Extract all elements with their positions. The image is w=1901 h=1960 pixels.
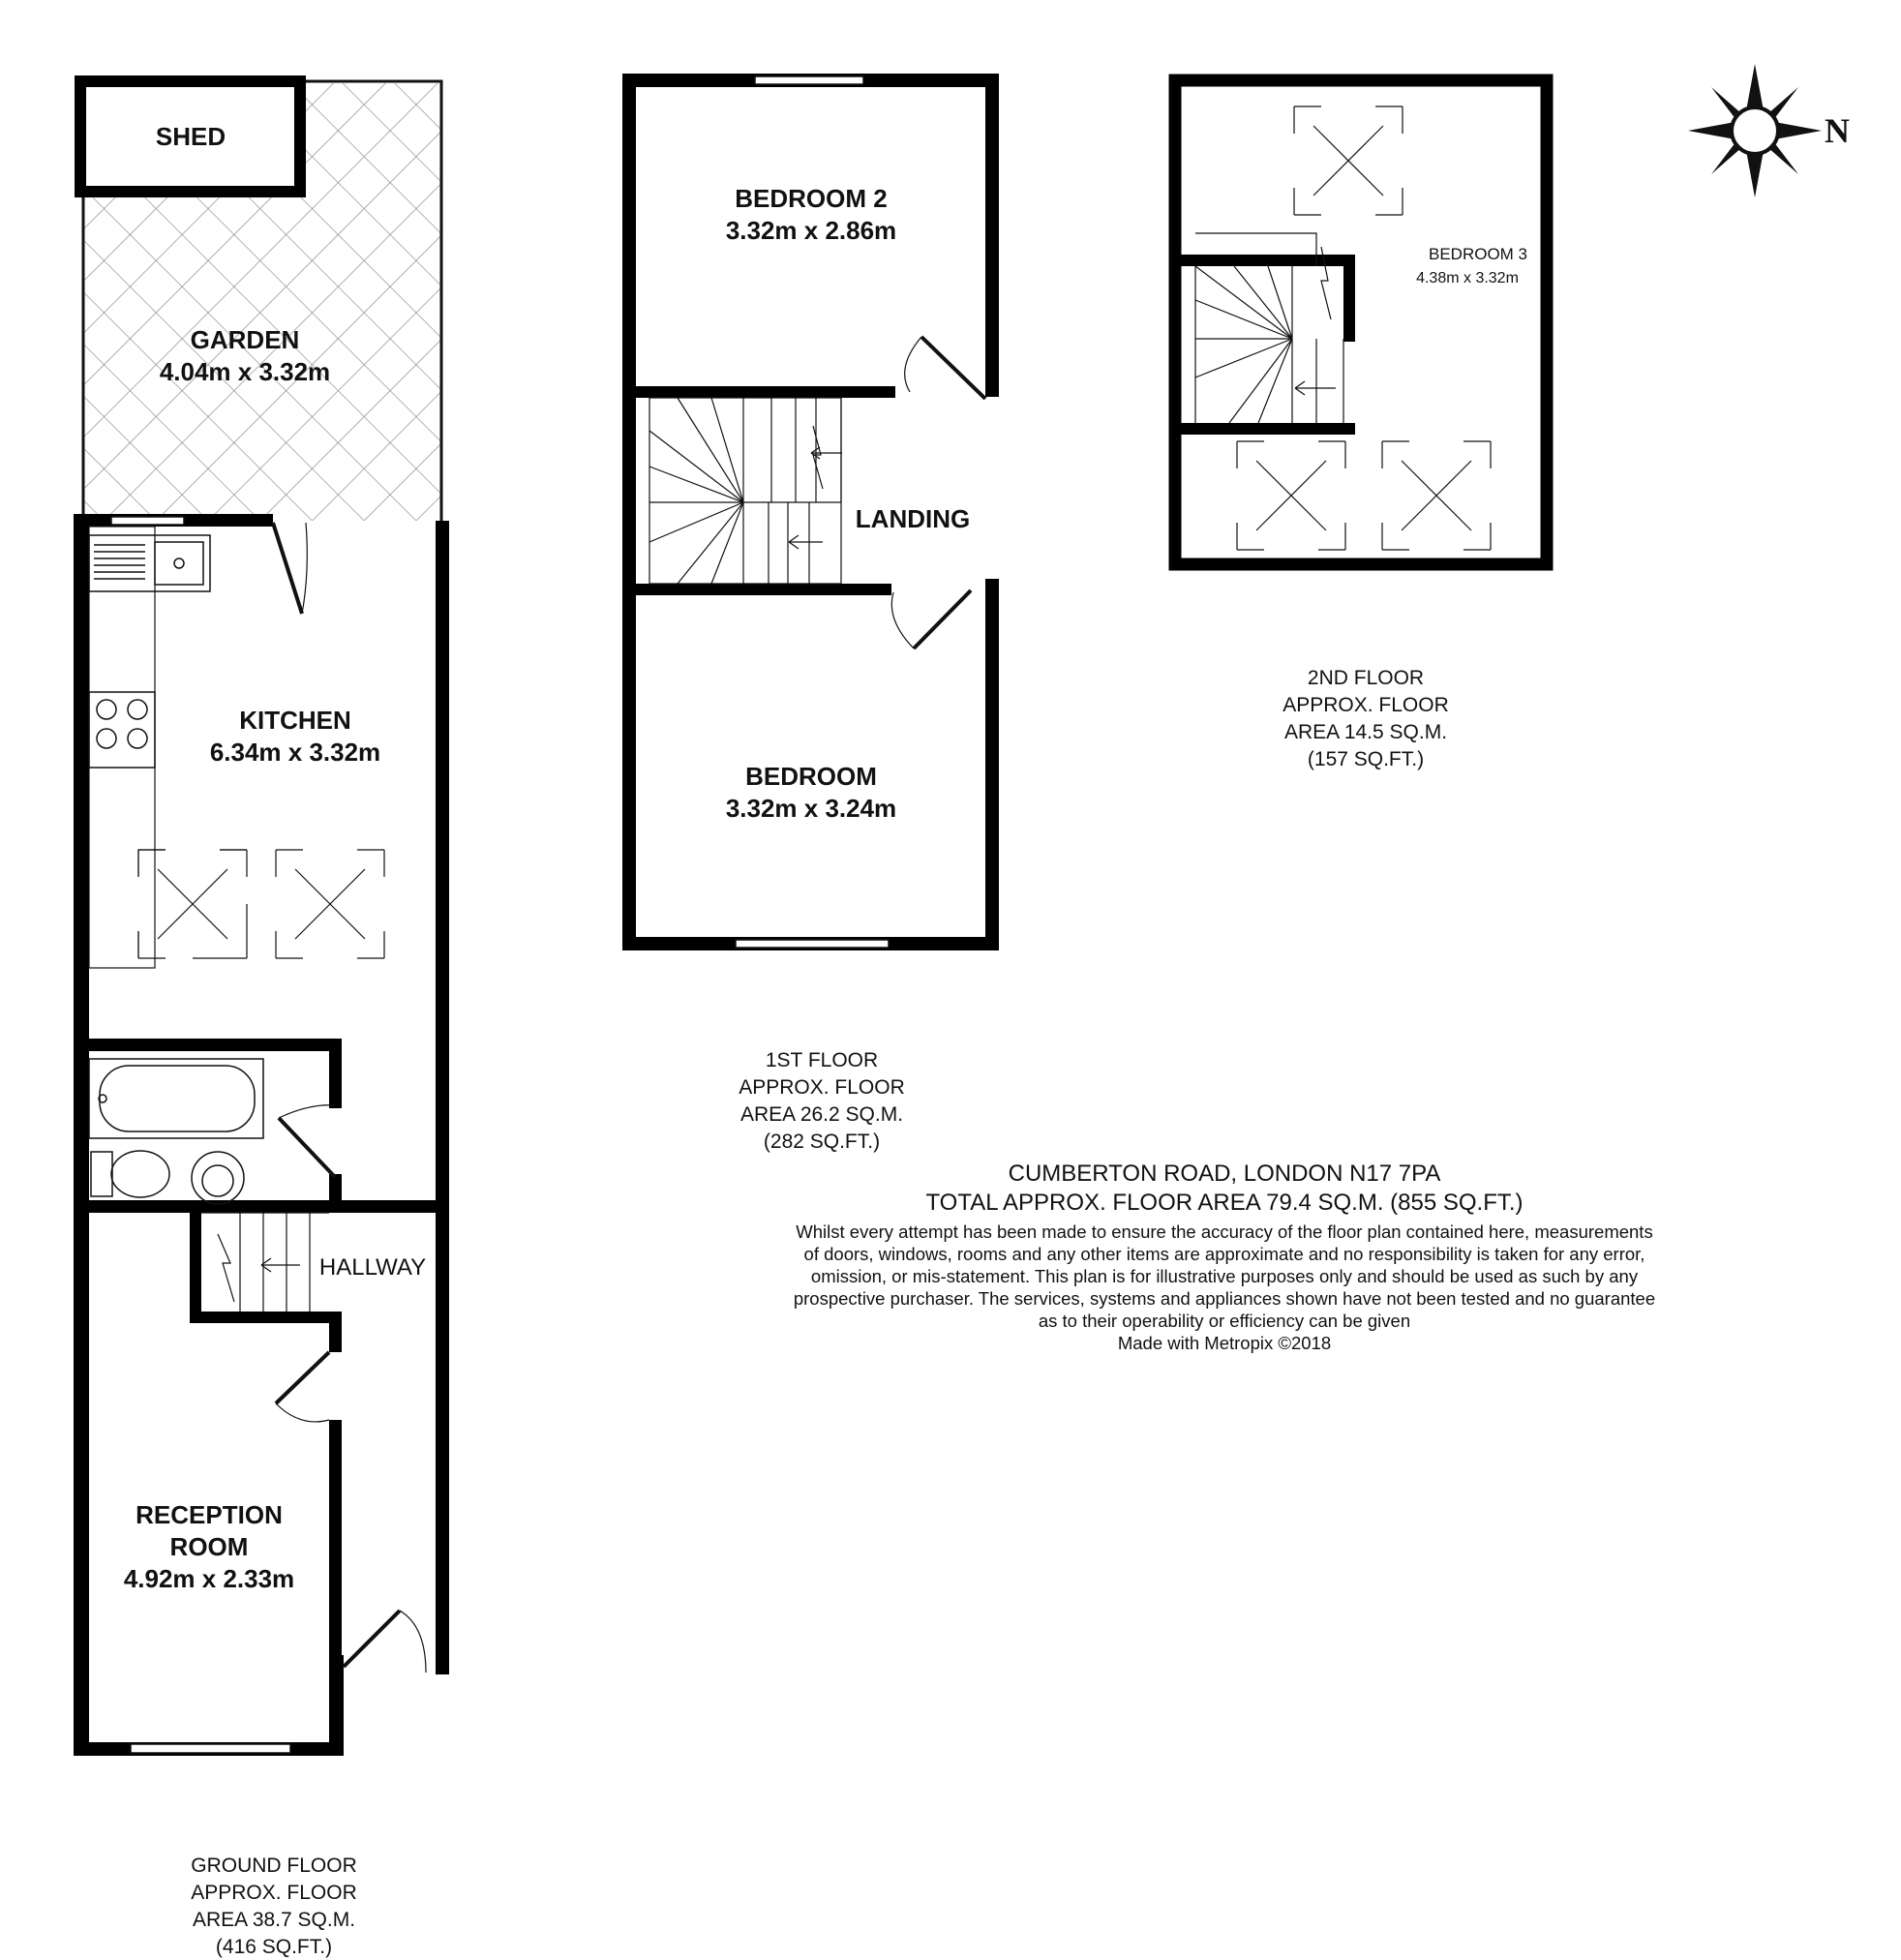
ground-right-wall-upper: [436, 521, 449, 1674]
kitchen-back-door-leaf: [273, 523, 302, 614]
ground-left-wall: [74, 514, 89, 1756]
stair-box-bottom: [190, 1312, 337, 1323]
bedroom2-label: BEDROOM 2: [735, 184, 888, 213]
svg-text:(416 SQ.FT.): (416 SQ.FT.): [215, 1936, 333, 1958]
ff-right-wall-a: [985, 74, 999, 397]
reception-right-wall-c: [329, 1655, 344, 1756]
bedroom2-door-swing: [905, 337, 921, 392]
bedroom2-size: 3.32m x 2.86m: [725, 216, 897, 245]
total-area: TOTAL APPROX. FLOOR AREA 79.4 SQ.M. (855 SQ.FT.): [925, 1190, 1524, 1216]
hob-icon: [89, 692, 155, 768]
bathroom-door-swing: [279, 1105, 335, 1118]
stair-box-left: [190, 1213, 201, 1319]
bedroom-window: [736, 940, 889, 948]
svg-text:(282 SQ.FT.): (282 SQ.FT.): [763, 1131, 881, 1153]
reception-window: [131, 1744, 290, 1753]
ground-floor-plan: [74, 81, 449, 1958]
disclaimer-line: omission, or mis-statement. This plan is for illustrative purposes only and should be used as such by any: [810, 1266, 1639, 1286]
garden-label: GARDEN: [190, 325, 300, 354]
svg-text:GROUND FLOOR: GROUND FLOOR: [191, 1854, 357, 1877]
bathroom-door-leaf: [279, 1118, 335, 1177]
compass-icon: [1688, 64, 1850, 197]
svg-text:2ND FLOOR: 2ND FLOOR: [1307, 667, 1425, 689]
sink-icon: [89, 535, 210, 591]
bathroom-top-wall: [74, 1039, 342, 1051]
address: CUMBERTON ROAD, LONDON N17 7PA: [1008, 1161, 1441, 1187]
plan-summary: [794, 1161, 1655, 1353]
first-floor-stairs: [649, 398, 842, 584]
svg-text:AREA 26.2 SQ.M.: AREA 26.2 SQ.M.: [739, 1103, 904, 1126]
bedroom3-size: 4.38m x 3.32m: [1416, 270, 1519, 286]
skylight-icon: [276, 850, 384, 958]
toilet-icon: [91, 1151, 169, 1197]
svg-text:(157 SQ.FT.): (157 SQ.FT.): [1307, 748, 1425, 770]
bath-icon: [89, 1059, 263, 1138]
second-floor-plan: [1175, 80, 1547, 770]
bedroom-size: 3.32m x 3.24m: [725, 794, 897, 823]
garden-size: 4.04m x 3.32m: [159, 357, 331, 386]
kitchen-worktop: [89, 527, 155, 968]
bedroom3-label: BEDROOM 3: [1428, 245, 1528, 263]
sf-outer-walls: [1175, 80, 1547, 564]
sf-stair-bottom-wall: [1175, 423, 1355, 435]
reception-label-line1: RECEPTION: [136, 1500, 283, 1529]
bedroom2-bottom-wall: [622, 386, 895, 398]
kitchen-window: [111, 517, 184, 525]
landing-label: LANDING: [855, 504, 971, 533]
svg-text:AREA 38.7 SQ.M.: AREA 38.7 SQ.M.: [192, 1909, 356, 1931]
compass-north-letter: N: [1825, 111, 1850, 150]
first-floor-plan: [622, 74, 999, 1153]
bathroom-right-wall-a: [329, 1039, 342, 1108]
disclaimer-line: prospective purchaser. The services, systems and appliances shown have not been tested and no guarantee: [793, 1288, 1656, 1309]
bedroom2-window: [755, 76, 863, 84]
credit: Made with Metropix ©2018: [1117, 1333, 1332, 1353]
front-door-leaf: [344, 1611, 400, 1667]
sf-stair-top-wall: [1175, 255, 1354, 266]
second-floor-area: [1282, 667, 1449, 770]
bedroom-door-swing: [891, 592, 914, 648]
reception-right-wall-a: [329, 1312, 342, 1352]
disclaimer-line: as to their operability or efficiency can be given: [1038, 1311, 1411, 1331]
ff-right-wall-b: [985, 579, 999, 950]
skylight-icon: [1237, 441, 1345, 550]
front-door-swing: [400, 1611, 426, 1673]
svg-text:APPROX. FLOOR: APPROX. FLOOR: [739, 1076, 905, 1099]
reception-door-leaf: [276, 1352, 329, 1403]
ff-left-wall: [622, 74, 636, 950]
skylight-icon: [1382, 441, 1491, 550]
ground-stairs: [201, 1213, 329, 1312]
kitchen-label: KITCHEN: [239, 706, 351, 735]
reception-door-swing: [276, 1403, 329, 1422]
svg-text:1ST FLOOR: 1ST FLOOR: [765, 1049, 879, 1071]
bedroom-door-leaf: [914, 590, 971, 648]
skylight-icon: [1294, 106, 1403, 215]
reception-size: 4.92m x 2.33m: [123, 1564, 295, 1593]
kitchen-back-door-swing: [302, 523, 307, 614]
bedroom-top-wall: [622, 584, 891, 595]
hallway-label: HALLWAY: [318, 1254, 427, 1281]
sf-stair-right-wall: [1343, 255, 1355, 342]
basin-icon: [192, 1152, 244, 1204]
bedroom-label: BEDROOM: [745, 762, 877, 791]
reception-right-wall-b: [329, 1420, 342, 1663]
hall-divider-wall: [74, 1200, 449, 1213]
svg-text:AREA 14.5 SQ.M.: AREA 14.5 SQ.M.: [1283, 721, 1448, 743]
svg-text:APPROX. FLOOR: APPROX. FLOOR: [1282, 694, 1449, 716]
ground-floor-area: [191, 1854, 357, 1958]
reception-label-line2: ROOM: [169, 1532, 249, 1561]
bedroom2-door-leaf: [921, 337, 985, 399]
shed-label: SHED: [155, 122, 226, 151]
disclaimer-line: Whilst every attempt has been made to ensure the accuracy of the floor plan contained here, measurements: [796, 1221, 1653, 1242]
svg-text:APPROX. FLOOR: APPROX. FLOOR: [191, 1882, 357, 1904]
kitchen-size: 6.34m x 3.32m: [209, 738, 381, 767]
disclaimer-line: of doors, windows, rooms and any other items are approximate and no responsibility is taken for any error,: [803, 1244, 1645, 1264]
first-floor-area: [739, 1049, 905, 1153]
